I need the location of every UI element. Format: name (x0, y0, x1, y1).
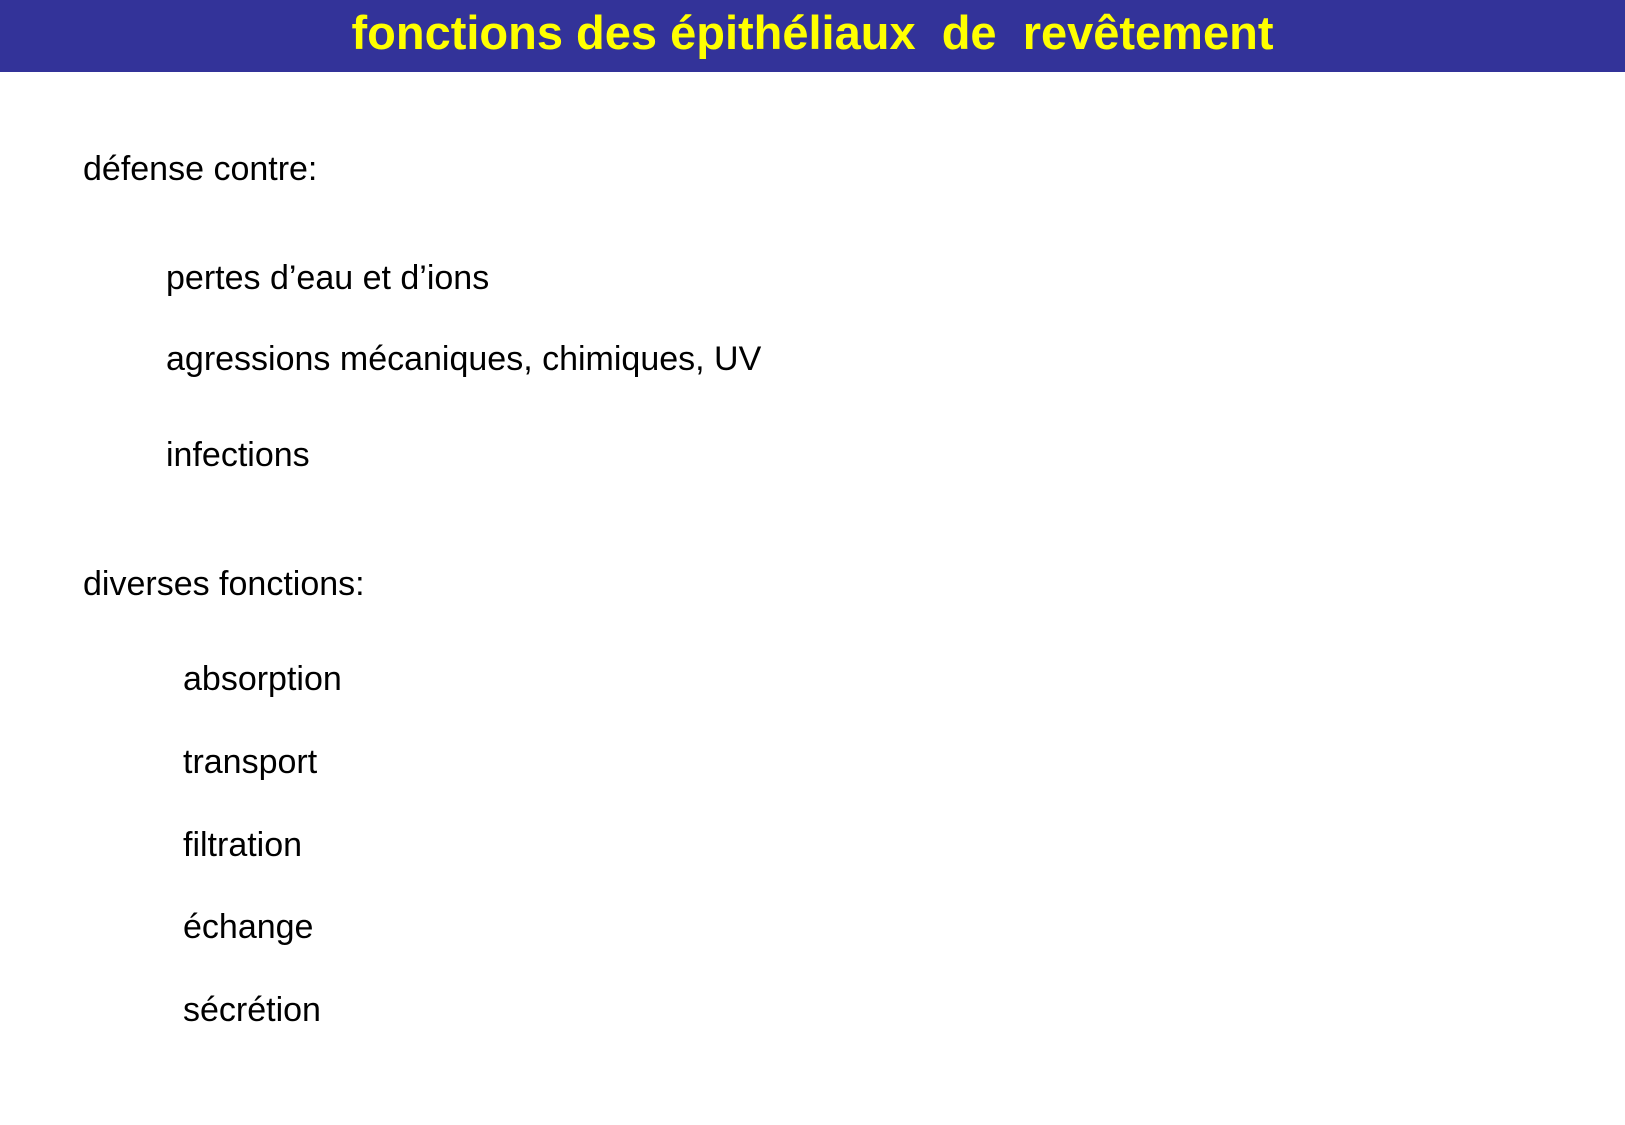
list-item: absorption (183, 660, 342, 698)
list-item: infections (166, 436, 310, 474)
list-item: échange (183, 908, 314, 946)
list-item: pertes d’eau et d’ions (166, 259, 490, 297)
list-item: filtration (183, 826, 303, 864)
title-bar (0, 0, 1625, 72)
slide-title: fonctions des épithéliaux de revêtement (351, 6, 1274, 59)
list-item: transport (183, 743, 318, 781)
section-heading-defense: défense contre: (83, 150, 318, 188)
list-item: agressions mécaniques, chimiques, UV (166, 340, 762, 378)
list-item: sécrétion (183, 991, 321, 1029)
section-heading-fonctions: diverses fonctions: (83, 565, 365, 603)
